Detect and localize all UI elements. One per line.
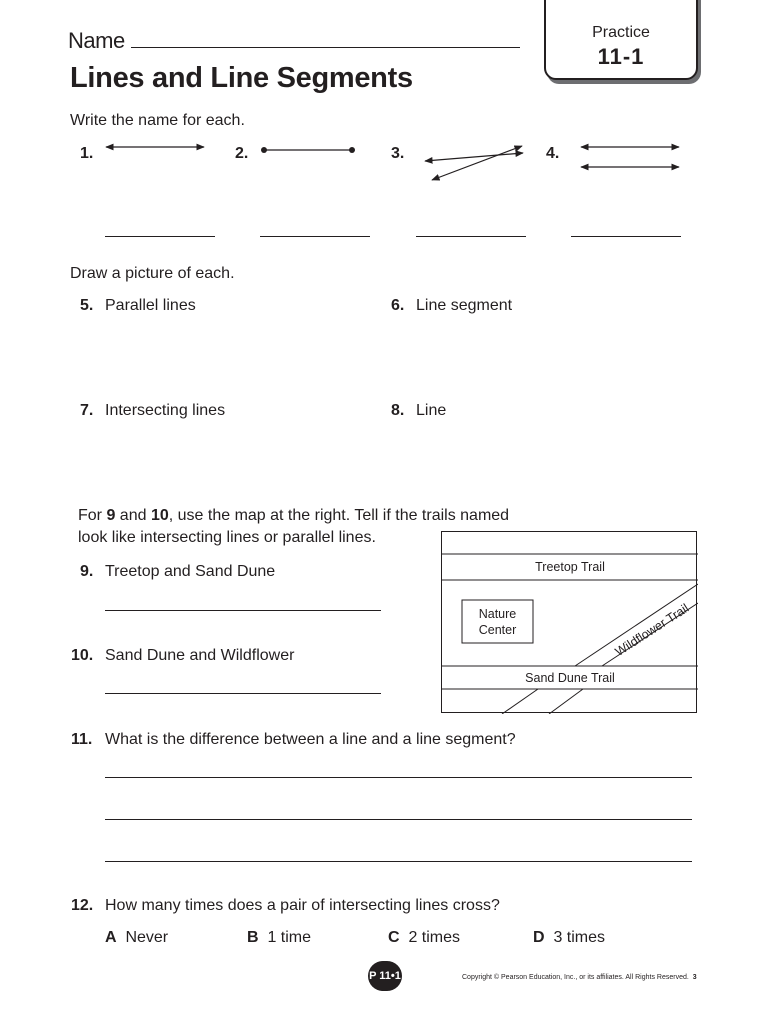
option-c-letter: C (388, 929, 400, 946)
item-11-number: 11. (71, 731, 93, 748)
item-3-number: 3. (391, 145, 405, 162)
item-5-number: 5. (80, 297, 94, 314)
nature-center-label-line1: Nature (478, 607, 517, 621)
section1-instruction: Write the name for each. (70, 112, 245, 129)
option-a-text: Never (125, 929, 169, 946)
answer-line-1[interactable] (105, 236, 215, 237)
option-b-letter: B (247, 929, 259, 946)
copyright-text: Copyright © Pearson Education, Inc., or its affiliates. All Rights Reserved. (462, 974, 689, 981)
option-a-letter: A (105, 929, 117, 946)
trail-map (441, 531, 697, 713)
item-2-number: 2. (235, 145, 249, 162)
item-9-number: 9. (80, 563, 94, 580)
parallel-figure-4 (581, 147, 679, 167)
map-instructions: For 9 and 10, use the map at the right. Tell if the trails named (78, 507, 510, 524)
item-10-number: 10. (71, 647, 94, 664)
page-badge: P 11•1 (368, 961, 402, 991)
option-d[interactable] (533, 928, 605, 948)
intersecting-figure-3 (425, 146, 523, 180)
answer-line-11b[interactable] (105, 819, 692, 820)
item-11-text: What is the difference between a line and a line segment? (105, 731, 516, 748)
item-7-number: 7. (80, 402, 94, 419)
option-d-text: 3 times (553, 929, 606, 946)
option-c-text: 2 times (408, 929, 461, 946)
item-7-text: Intersecting lines (105, 402, 226, 419)
practice-label: Practice (592, 24, 650, 41)
nature-center-label-line2: Center (478, 623, 517, 637)
wildflower-trail-label: Wildflower Trail (612, 601, 692, 659)
answer-line-4[interactable] (571, 236, 681, 237)
option-b-text: 1 time (267, 929, 312, 946)
page-title: Lines and Line Segments (70, 62, 413, 94)
item-1-number: 1. (80, 145, 94, 162)
answer-line-9[interactable] (105, 610, 381, 611)
section1-figures (0, 0, 770, 200)
item-8-number: 8. (391, 402, 405, 419)
option-c[interactable] (388, 928, 460, 948)
item-6-text: Line segment (416, 297, 513, 314)
item-5-text: Parallel lines (105, 297, 196, 314)
practice-code: 11-1 (597, 44, 645, 69)
answer-line-3[interactable] (416, 236, 526, 237)
item-8-text: Line (416, 402, 447, 419)
item-12-number: 12. (71, 897, 94, 914)
name-label: Name (68, 28, 125, 53)
map-instructions-line2: look like intersecting lines or parallel lines. (78, 529, 376, 546)
item-10-text: Sand Dune and Wildflower (105, 647, 295, 664)
page-number: 3 (692, 974, 697, 981)
answer-line-11c[interactable] (105, 861, 692, 862)
item-12-text: How many times does a pair of intersecting lines cross? (105, 897, 500, 914)
answer-line-11a[interactable] (105, 777, 692, 778)
answer-line-10[interactable] (105, 693, 381, 694)
item-6-number: 6. (391, 297, 405, 314)
copyright-notice (462, 974, 697, 981)
option-a[interactable] (105, 928, 168, 948)
item-4-number: 4. (546, 145, 560, 162)
segment-figure-2 (261, 147, 355, 153)
option-d-letter: D (533, 929, 545, 946)
sand-dune-trail-label: Sand Dune Trail (525, 671, 615, 685)
answer-line-2[interactable] (260, 236, 370, 237)
treetop-trail-label: Treetop Trail (535, 560, 605, 574)
section2-instruction: Draw a picture of each. (70, 265, 235, 282)
item-9-text: Treetop and Sand Dune (105, 563, 276, 580)
option-b[interactable] (247, 928, 311, 948)
